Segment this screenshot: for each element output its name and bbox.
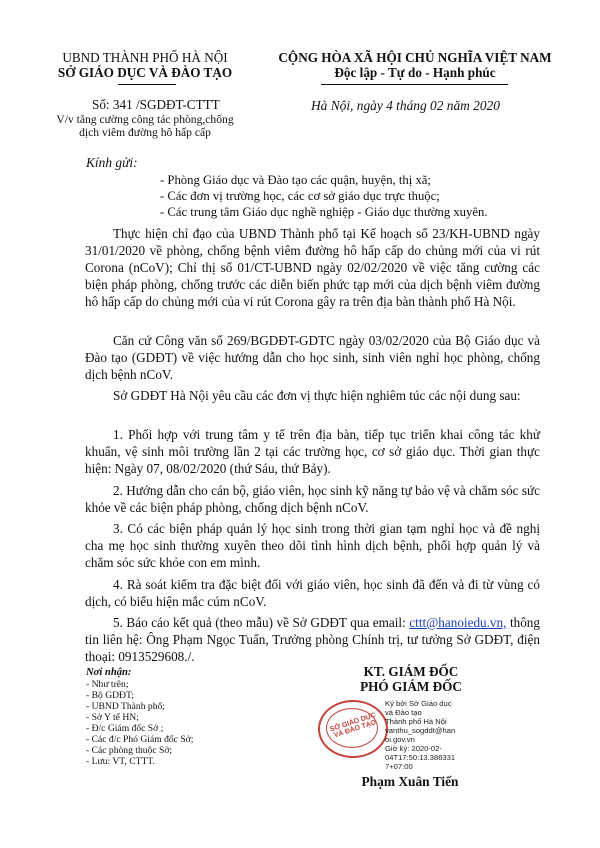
item-4-text: 4. Rà soát kiểm tra đặc biệt đối với giáo viên, học sinh đã đến và đi từ vùng có dịch, có biểu hiện mắc cúm nCoV. bbox=[85, 577, 540, 609]
recipient-1: - Phòng Giáo dục và Đào tạo các quận, huyện, thị xã; bbox=[160, 173, 431, 187]
subject-line-1: V/v tăng cường công tác phòng,chống bbox=[56, 113, 234, 126]
subject-line-2: dịch viêm đường hô hấp cấp bbox=[79, 126, 211, 139]
paragraph-2 bbox=[85, 332, 540, 383]
doc-number: Số: 341 /SGDĐT-CTTT bbox=[92, 97, 220, 112]
digital-signature-line: vanthu_sogddt@han bbox=[385, 726, 456, 735]
recipient-3: - Các trung tâm Giáo dục nghề nghiệp - Giáo dục thường xuyên. bbox=[160, 205, 488, 219]
digital-signature-line: 7+07:00 bbox=[385, 762, 413, 771]
item-3-text: 3. Có các biện pháp quản lý học sinh trong thời gian tạm nghỉ học và đề nghị cha mẹ học sinh thường xuyên theo dõi tình hình dịch bệnh, phối hợp quản lý và chăm sóc sức khỏe con em mình. bbox=[85, 521, 540, 570]
recipients-footer-title: Nơi nhận: bbox=[86, 667, 132, 678]
paragraph-3 bbox=[85, 387, 540, 404]
digital-signature-line: Giờ ký: 2020-02- bbox=[385, 744, 442, 753]
item-1-text: 1. Phối hợp với trung tâm y tế trên địa bàn, tiếp tục triển khai công tác khử khuẩn, vệ sinh môi trường lần 2 tại các trường học, cơ sở giáo dục. Thời gian thực hiện: Ngày 07, 08/02/2020 (thứ Sáu, thứ Bảy). bbox=[85, 427, 540, 476]
org-underline bbox=[118, 84, 176, 85]
greeting: Kính gửi: bbox=[86, 155, 138, 170]
item-5-text: 5. Báo cáo kết quả (theo mẫu) về Sở GDĐT qua email: bbox=[113, 615, 410, 630]
recipients-footer-item: - Bộ GDĐT; bbox=[86, 690, 134, 701]
paragraph-1 bbox=[85, 225, 540, 310]
digital-signature-line: và Đào tạo bbox=[385, 708, 422, 717]
recipients-footer-item: - Như trên; bbox=[86, 679, 129, 690]
item-3 bbox=[85, 520, 540, 571]
motto: Độc lập - Tự do - Hạnh phúc bbox=[334, 65, 496, 80]
motto-underline bbox=[321, 84, 508, 85]
place-date: Hà Nội, ngày 4 tháng 02 năm 2020 bbox=[311, 98, 500, 113]
digital-signature-line: 04T17:50:13.386331 bbox=[385, 753, 456, 762]
recipients-footer-item: - Lưu: VT, CTTT. bbox=[86, 756, 155, 767]
signature-title-1: KT. GIÁM ĐỐC bbox=[363, 664, 459, 679]
recipients-footer-item: - Các đ/c Phó Giám đốc Sở; bbox=[86, 734, 194, 745]
digital-signature-line: oi.gov.vn bbox=[385, 735, 415, 744]
item-2 bbox=[85, 482, 540, 516]
official-stamp-text: SỞ GIÁO DỤC VÀ ĐÀO TẠO bbox=[329, 711, 378, 740]
recipients-footer-item: - Sở Y tế HN; bbox=[86, 712, 139, 723]
digital-signature-info bbox=[385, 699, 485, 771]
item-2-text: 2. Hướng dẫn cho cán bộ, giáo viên, học sinh kỹ năng tự bảo vệ và chăm sóc sức khỏe về các biện pháp phòng, chống dịch bệnh nCoV. bbox=[85, 483, 540, 515]
recipient-2: - Các đơn vị trường học, các cơ sở giáo dục trực thuộc; bbox=[160, 189, 440, 203]
signer-name: Phạm Xuân Tiến bbox=[361, 774, 459, 789]
org-main: SỞ GIÁO DỤC VÀ ĐÀO TẠO bbox=[57, 65, 233, 80]
digital-signature-line: Thành phố Hà Nội bbox=[385, 717, 447, 726]
paragraph-3-text: Sở GDĐT Hà Nội yêu cầu các đơn vị thực hiện nghiêm túc các nội dung sau: bbox=[113, 388, 521, 403]
recipients-footer bbox=[86, 666, 266, 767]
digital-signature-line: Ký bởi Sở Giáo dục bbox=[385, 699, 452, 708]
recipients-footer-item: - Đ/c Giám đốc Sở ; bbox=[86, 723, 164, 734]
recipients-footer-item: - UBND Thành phố; bbox=[86, 701, 165, 712]
paragraph-1-text: Thực hiện chỉ đạo của UBND Thành phố tại Kế hoạch số 23/KH-UBND ngày 31/01/2020 về phòng, chống bệnh viêm đường hô hấp cấp do chủng mới của vi rút Corona (nCoV); Chỉ thị số 01/CT-UBND ngày 02/02/2020 về việc tăng cường các biện pháp phòng, chống trước các diễn biến phức tạp mới của dịch bệnh viêm đường hô hấp cấp do chủng mới của vi rút Corona gây ra trên địa bàn thành phố Hà Nội. bbox=[85, 226, 540, 309]
official-stamp bbox=[318, 700, 388, 758]
signature-title-2: PHÓ GIÁM ĐỐC bbox=[360, 679, 462, 694]
email-link[interactable]: cttt@hanoiedu.vn, bbox=[409, 615, 507, 630]
item-5 bbox=[85, 614, 540, 665]
item-4 bbox=[85, 576, 540, 610]
item-1 bbox=[85, 426, 540, 477]
item-5-contact: thông tin liên hệ: Ông Phạm Ngọc Tuấn, Trưởng phòng Chính trị, tư tưởng Sở GDĐT, điện thoại: 0913529608./. bbox=[85, 615, 540, 664]
recipients-footer-item: - Các phòng thuộc Sở; bbox=[86, 745, 173, 756]
paragraph-2-text: Căn cứ Công văn số 269/BGDĐT-GDTC ngày 03/02/2020 của Bộ Giáo dục và Đào tạo (GDĐT) về việc hướng dẫn cho học sinh, sinh viên nghỉ học phòng, chống dịch bệnh nCoV. bbox=[85, 333, 540, 382]
org-top: UBND THÀNH PHỐ HÀ NỘI bbox=[62, 50, 228, 65]
nation-title: CỘNG HÒA XÃ HỘI CHỦ NGHĨA VIỆT NAM bbox=[278, 50, 552, 65]
